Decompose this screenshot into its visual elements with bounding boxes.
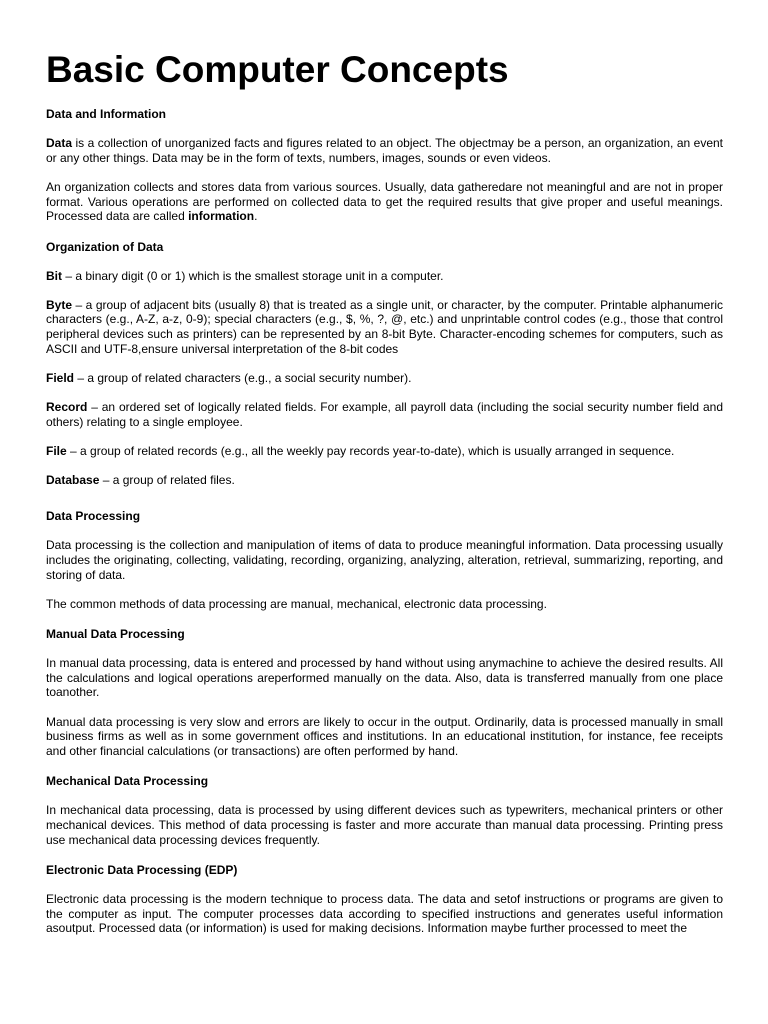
paragraph-data-processing-definition: Data processing is the collection and manipulation of items of data to produce meaningful information. Data processing usually includes the originating, collecting, validating, recording, organizing, analyzing, alteration, retrieval, summarizing, reporting, and storing of data.: [46, 538, 723, 582]
document-page: [46, 48, 723, 951]
paragraph-mechanical-1: In mechanical data processing, data is processed by using different devices such as typewriters, mechanical printers or other mechanical devices. This method of data processing is faster and more accurate than manual data processing. Printing press use mechanical data processing devices frequently.: [46, 803, 723, 847]
heading-manual-data-processing: Manual Data Processing: [46, 626, 185, 641]
text-record: – an ordered set of logically related fields. For example, all payroll data (including the social security number field and others) relating to a single employee.: [46, 400, 723, 430]
term-record: Record: [46, 400, 88, 415]
term-database: Database: [46, 473, 100, 488]
heading-organization-of-data: Organization of Data: [46, 239, 164, 254]
paragraph-file: [46, 444, 723, 459]
text-bit: – a binary digit (0 or 1) which is the smallest storage unit in a computer.: [62, 268, 444, 283]
paragraph-bit: [46, 269, 723, 284]
term-bit: Bit: [46, 268, 62, 283]
page-title: Basic Computer Concepts: [46, 49, 509, 90]
text-database: – a group of related files.: [99, 473, 235, 488]
paragraph-data-definition: [46, 136, 723, 166]
heading-data-processing: Data Processing: [46, 509, 141, 524]
text-byte: – a group of adjacent bits (usually 8) that is treated as a single unit, or character, by the computer. Printable alphanumeric characters (e.g., A-Z, a-z, 0-9); special characters (e.g., $, %, ?, @, etc.) and unprintable control codes (e.g., those that control peripheral devices such as printers) can be represented by an 8-bit Byte. Character-encoding schemes for computers, such as ASCII and UTF-8,ensure universal interpretation of the 8-bit codes: [46, 297, 723, 357]
term-information: information: [188, 209, 255, 224]
text-field: – a group of related characters (e.g., a social security number).: [74, 371, 412, 386]
paragraph-manual-1: In manual data processing, data is entered and processed by hand without using anymachine to achieve the desired results. All the calculations and logical operations areperformed manually on the data. Also, data is transferred manually from one place toanother.: [46, 655, 723, 700]
term-byte: Byte: [46, 297, 73, 312]
paragraph-record: [46, 400, 723, 430]
heading-data-and-information: Data and Information: [46, 107, 167, 121]
text-file: – a group of related records (e.g., all the weekly pay records year-to-date), which is usually arranged in sequence.: [66, 444, 675, 459]
heading-electronic-data-processing: Electronic Data Processing (EDP): [46, 862, 238, 877]
paragraph-database: [46, 473, 723, 488]
text-information-a: An organization collects and stores data from various sources. Usually, data gatheredare not meaningful and are not in proper format. Various operations are performed on collected data to get the required results that give proper and useful meanings. Processed data are called: [46, 179, 723, 224]
paragraph-manual-2: Manual data processing is very slow and errors are likely to occur in the output. Ordinarily, data is processed manually in small business firms as well as in some government offices and institutions. In an educational institution, for instance, fee receipts and other financial calculations (or transactions) are often performed by hand.: [46, 714, 723, 759]
term-file: File: [46, 444, 67, 459]
term-field: Field: [46, 371, 75, 386]
text-data-definition: is a collection of unorganized facts and figures related to an object. The objectmay be a person, an organization, an event or any other things. Data may be in the form of texts, numbers, images, sounds or even videos.: [46, 136, 723, 165]
paragraph-byte: [46, 298, 723, 357]
paragraph-common-methods: The common methods of data processing are manual, mechanical, electronic data processing.: [46, 596, 547, 611]
heading-mechanical-data-processing: Mechanical Data Processing: [46, 774, 209, 789]
paragraph-edp-1: Electronic data processing is the modern technique to process data. The data and setof instructions or programs are given to the computer as input. The computer processes data according to specified instructions and generates useful information asoutput. Processed data (or information) is used for making decisions. Information maybe further processed to meet the: [46, 891, 723, 936]
paragraph-information: [46, 180, 723, 224]
paragraph-field: [46, 371, 723, 386]
term-data: Data: [46, 136, 73, 150]
text-information-b: .: [254, 209, 258, 224]
